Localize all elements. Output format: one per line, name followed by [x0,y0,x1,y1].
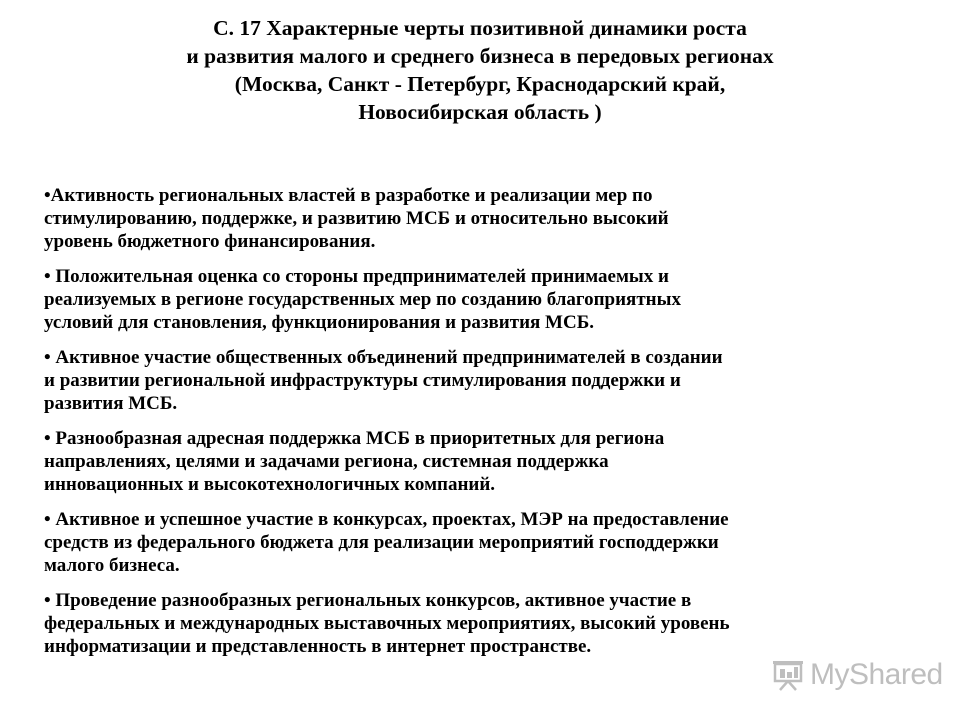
bullet-line: условий для становления, функционирования и развития МСБ. [44,312,595,333]
slide-title [40,14,920,126]
watermark-text: MyShared [810,658,943,691]
bullet-line: развития МСБ. [44,393,178,414]
bullet-line: уровень бюджетного финансирования. [44,231,376,252]
projector-screen-icon [770,657,806,693]
bullet-line: • Активное участие общественных объединений предпринимателей в создании [44,347,723,368]
bullet-line: • Активное и успешное участие в конкурсах, проектах, МЭР на предоставление [44,509,729,530]
bullet-line: инновационных и высокотехнологичных компаний. [44,474,496,495]
watermark [770,655,943,695]
bullet-line: стимулированию, поддержке, и развитию МСБ и относительно высокий [44,208,669,229]
bullet-line: •Активность региональных властей в разработке и реализации мер по [44,185,653,206]
bullet-item [44,508,928,577]
bullet-item [44,184,928,253]
bullet-item [44,265,928,334]
bullet-line: • Положительная оценка со стороны предпринимателей принимаемых и [44,266,669,287]
bullet-line: и развитии региональной инфраструктуры стимулирования поддержки и [44,370,681,391]
bullet-line: средств из федерального бюджета для реализации мероприятий господдержки [44,532,719,553]
bullet-item [44,346,928,415]
bullet-line: • Разнообразная адресная поддержка МСБ в приоритетных для региона [44,428,665,449]
bullet-item [44,427,928,496]
bullet-line: информатизации и представленность в интернет пространстве. [44,636,592,657]
title-line: С. 17 Характерные черты позитивной динамики роста [213,16,747,40]
title-line: и развития малого и среднего бизнеса в передовых регионах [186,44,774,68]
bullet-list [44,184,928,670]
title-line: Новосибирская область ) [358,100,602,124]
bullet-line: направлениях, целями и задачами региона, системная поддержка [44,451,609,472]
bullet-line: реализуемых в регионе государственных мер по созданию благоприятных [44,289,681,310]
bullet-line: федеральных и международных выставочных мероприятиях, высокий уровень [44,613,730,634]
title-line: (Москва, Санкт - Петербург, Краснодарский край, [234,72,726,96]
bullet-item [44,589,928,658]
bullet-line: малого бизнеса. [44,555,180,576]
bullet-line: • Проведение разнообразных региональных конкурсов, активное участие в [44,590,692,611]
